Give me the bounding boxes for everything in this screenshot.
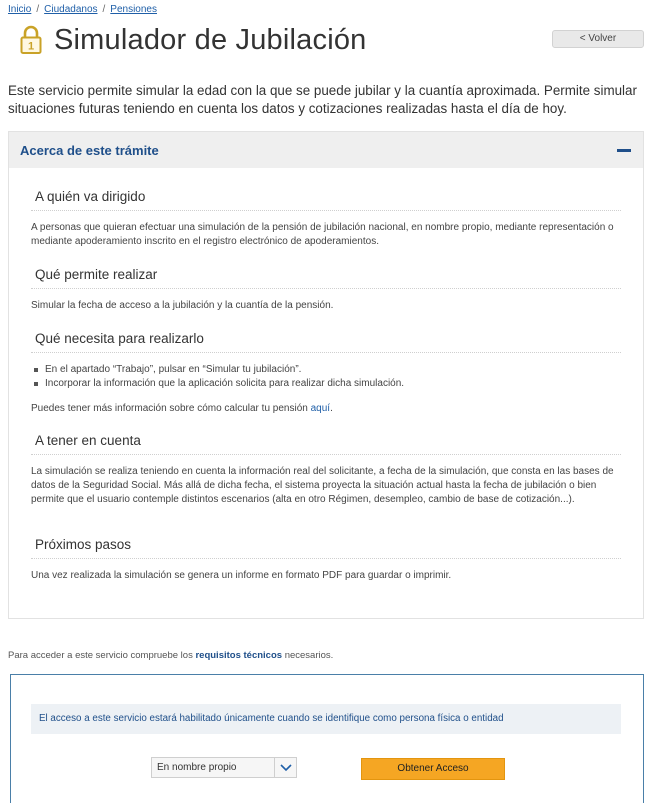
more-info-link[interactable]: aquí (310, 403, 331, 414)
page-title: Simulador de Jubilación (54, 23, 367, 56)
about-panel-title: Acerca de este trámite (20, 142, 159, 158)
breadcrumb (8, 4, 157, 15)
breadcrumb-separator: / (102, 4, 106, 15)
section-heading: Próximos pasos (31, 537, 621, 559)
identity-select-value: En nombre propio (157, 762, 237, 773)
more-info-text (31, 402, 621, 416)
identity-select[interactable] (151, 757, 297, 778)
back-button[interactable]: < Volver (552, 30, 644, 48)
section-body: Una vez realizada la simulación se genera un informe en formato PDF para guardar o imprimir. (31, 570, 452, 581)
list-item: En el apartado “Trabajo”, pulsar en “Simular tu jubilación”. (45, 363, 621, 377)
breadcrumb-ciudadanos[interactable]: Ciudadanos (44, 4, 98, 15)
bullet-list (31, 363, 621, 391)
breadcrumb-separator: / (36, 4, 40, 15)
svg-text:1: 1 (27, 40, 35, 53)
section-requirements (31, 331, 621, 416)
section-heading: A tener en cuenta (31, 433, 621, 455)
about-panel-header[interactable] (9, 132, 643, 168)
requirements-text (8, 650, 333, 661)
section-heading: A quién va dirigido (31, 189, 621, 211)
chevron-down-icon[interactable] (274, 758, 296, 777)
section-notes (31, 433, 621, 507)
section-body: Simular la fecha de acceso a la jubilación y la cuantía de la pensión. (31, 300, 334, 311)
more-info-suffix: . (330, 403, 333, 414)
breadcrumb-inicio[interactable]: Inicio (8, 4, 32, 15)
intro-text: Este servicio permite simular la edad con la que se puede jubilar y la cuantía aproximada. Permite simular situaciones futuras teniendo en cuenta los datos y cotizaciones realizadas hasta el día de hoy. (8, 83, 637, 116)
requirements-suffix: necesarios. (282, 650, 334, 661)
breadcrumb-pensiones[interactable]: Pensiones (110, 4, 157, 15)
access-box (10, 674, 644, 803)
section-allows (31, 267, 621, 313)
lock-icon (20, 25, 42, 55)
access-notice: El acceso a este servicio estará habilitado únicamente cuando se identifique como persona física o entidad (31, 704, 621, 734)
section-heading: Qué necesita para realizarlo (31, 331, 621, 353)
requirements-link[interactable]: requisitos técnicos (195, 650, 283, 661)
collapse-icon[interactable] (617, 149, 631, 152)
more-info-prefix: Puedes tener más información sobre cómo calcular tu pensión (31, 403, 311, 414)
page-header (20, 20, 367, 60)
list-item: Incorporar la información que la aplicación solicita para realizar dicha simulación. (45, 377, 621, 391)
section-body: A personas que quieran efectuar una simulación de la pensión de jubilación nacional, en nombre propio, mediante representación o mediante apoderamiento inscrito en el registro electrónico de apoderamientos. (31, 222, 614, 247)
section-next-steps (31, 537, 621, 583)
section-body: La simulación se realiza teniendo en cuenta la información real del solicitante, a fecha de la simulación, que consta en las bases de datos de la Seguridad Social. Más allá de dicha fecha, el sistema proyecta la situación actual hasta la fecha de jubilación o bien permite que el usuario contemple distintos escenarios (alta en otro Régimen, desempleo, cambio de base de cotización...). (31, 466, 614, 505)
section-heading: Qué permite realizar (31, 267, 621, 289)
obtain-access-button[interactable]: Obtener Acceso (361, 758, 505, 780)
requirements-prefix: Para acceder a este servicio compruebe los (8, 650, 196, 661)
section-audience (31, 189, 621, 249)
about-panel (8, 131, 644, 619)
